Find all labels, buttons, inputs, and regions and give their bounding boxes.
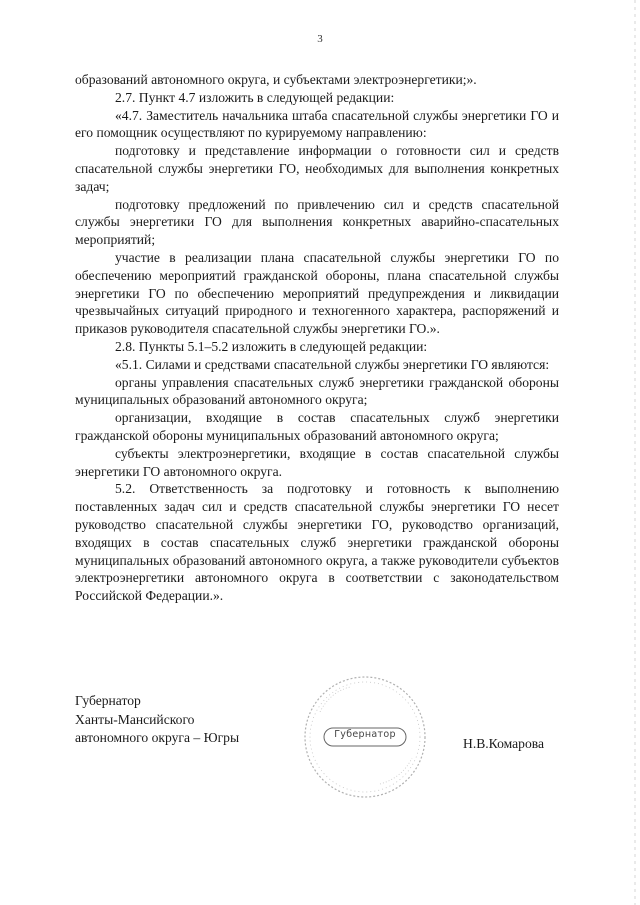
document-body: [75, 71, 559, 605]
paragraph: организации, входящие в состав спасательных служб энергетики гражданской обороны муниципальных образований автономного округа;: [75, 410, 559, 443]
paragraph: «4.7. Заместитель начальника штаба спасательной службы энергетики ГО и его помощник осуществляют по курируемому направлению:: [75, 107, 559, 141]
signatory-name: Н.В.Комарова: [463, 736, 545, 751]
paragraph: подготовку предложений по привлечению сил и средств спасательной службы энергетики ГО для выполнения конкретных аварийно-спасательных мероприятий;: [75, 196, 559, 248]
seal-label: Губернатор: [334, 729, 396, 740]
paragraph: 2.7. Пункт 4.7 изложить в следующей редакции:: [115, 89, 395, 105]
official-seal: [300, 672, 430, 802]
signature-line: Губернатор: [75, 693, 141, 708]
paragraph: 5.2. Ответственность за подготовку и готовность к выполнению поставленных задач сил и средств спасательной службы энергетики ГО несет руководство спасательной службы энергетики ГО, руководство организаций, входящих в состав спасательных служб энергетики гражданской обороны муниципальных образований автономного округа, а также руководители субъектов электроэнергетики автономного округа в соответствии с законодательством Российской Федерации.».: [75, 481, 559, 604]
paragraph: образований автономного округа, и субъектами электроэнергетики;».: [75, 72, 477, 87]
paragraph: органы управления спасательных служб энергетики гражданской обороны муниципальных образований автономного округа;: [75, 374, 559, 408]
paragraph: «5.1. Силами и средствами спасательной службы энергетики ГО являются:: [115, 356, 550, 372]
paragraph: подготовку и представление информации о готовности сил и средств спасательной службы энергетики ГО, необходимых для выполнения конкретных задач;: [75, 143, 559, 194]
paragraph: субъекты электроэнергетики, входящие в состав спасательной службы энергетики ГО автономного округа.: [75, 445, 559, 479]
signature-line: автономного округа – Югры: [75, 730, 240, 745]
page-number: 3: [317, 33, 323, 45]
scan-edge: [634, 0, 636, 905]
signature-line: Ханты-Мансийского: [75, 711, 195, 727]
signature-title: [75, 692, 239, 748]
paragraph: участие в реализации плана спасательной службы энергетики ГО по обеспечению мероприятий гражданской обороны, плана спасательной службы энергетики ГО по обеспечению мероприятий предупреждения и ликвидации чрезвычайных ситуаций природного и техногенного характера, распоряжений и приказов руководителя спасательной службы энергетики ГО.».: [75, 249, 559, 337]
paragraph: 2.8. Пункты 5.1–5.2 изложить в следующей редакции:: [115, 338, 428, 354]
